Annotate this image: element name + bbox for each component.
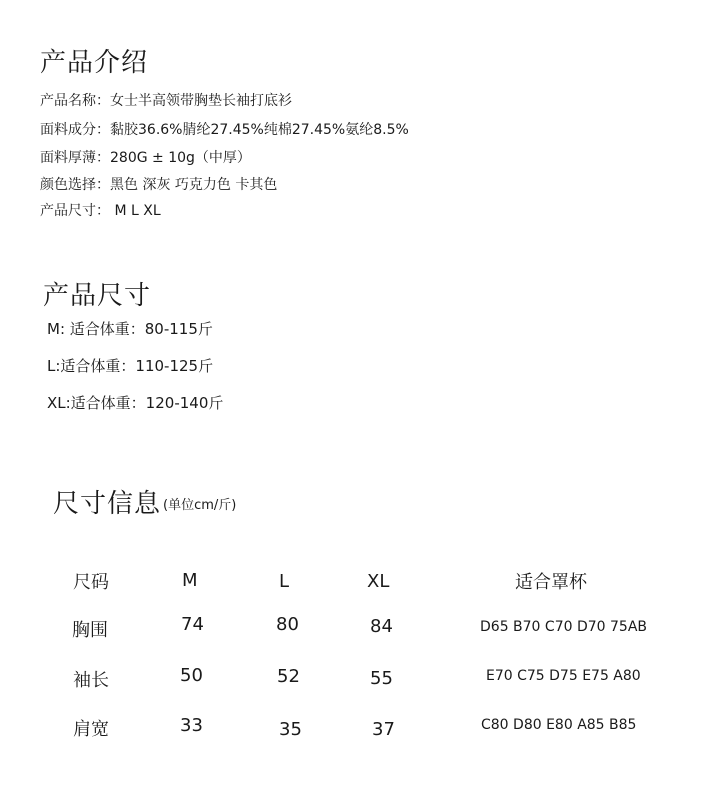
sleeve-l: 52 — [277, 666, 300, 687]
sleeve-cup: E70 C75 D75 E75 A80 — [486, 668, 641, 684]
header-xl: XL — [367, 571, 390, 592]
intro-title: 产品介绍 — [40, 48, 149, 78]
chest-cup: D65 B70 C70 D70 75AB — [480, 619, 647, 635]
spec-sizes: 产品尺寸： M L XL — [40, 203, 161, 219]
shoulder-cup: C80 D80 E80 A85 B85 — [481, 717, 637, 733]
shoulder-l: 35 — [279, 719, 302, 740]
header-l: L — [279, 571, 290, 592]
header-m: M — [182, 570, 198, 591]
size-xl-weight: XL:适合体重：120-140斤 — [47, 394, 224, 412]
sleeve-m: 50 — [180, 665, 203, 686]
sleeve-xl: 55 — [370, 668, 393, 689]
chest-xl: 84 — [370, 616, 393, 637]
shoulder-xl: 37 — [372, 719, 395, 740]
spec-thickness: 面料厚薄：280G ± 10g（中厚） — [40, 150, 251, 166]
header-size: 尺码 — [73, 572, 109, 593]
header-cup: 适合罩杯 — [515, 572, 587, 593]
row-label-chest: 胸围 — [72, 620, 108, 641]
shoulder-m: 33 — [180, 715, 203, 736]
spec-fabric: 面料成分：黏胶36.6%腈纶27.45%纯棉27.45%氨纶8.5% — [40, 122, 409, 138]
chest-l: 80 — [276, 614, 299, 635]
spec-name: 产品名称：女士半高领带胸垫长袖打底衫 — [40, 93, 292, 109]
sizes-title: 产品尺寸 — [43, 281, 152, 311]
size-m-weight: M: 适合体重：80-115斤 — [47, 320, 213, 338]
row-label-shoulder: 肩宽 — [73, 719, 109, 740]
spec-colors: 颜色选择：黑色 深灰 巧克力色 卡其色 — [40, 177, 278, 193]
size-l-weight: L:适合体重：110-125斤 — [47, 357, 214, 375]
size-info-unit: (单位cm/斤) — [163, 498, 237, 513]
row-label-sleeve: 袖长 — [73, 670, 109, 691]
chest-m: 74 — [181, 614, 204, 635]
size-info-title: 尺寸信息 — [53, 489, 162, 519]
